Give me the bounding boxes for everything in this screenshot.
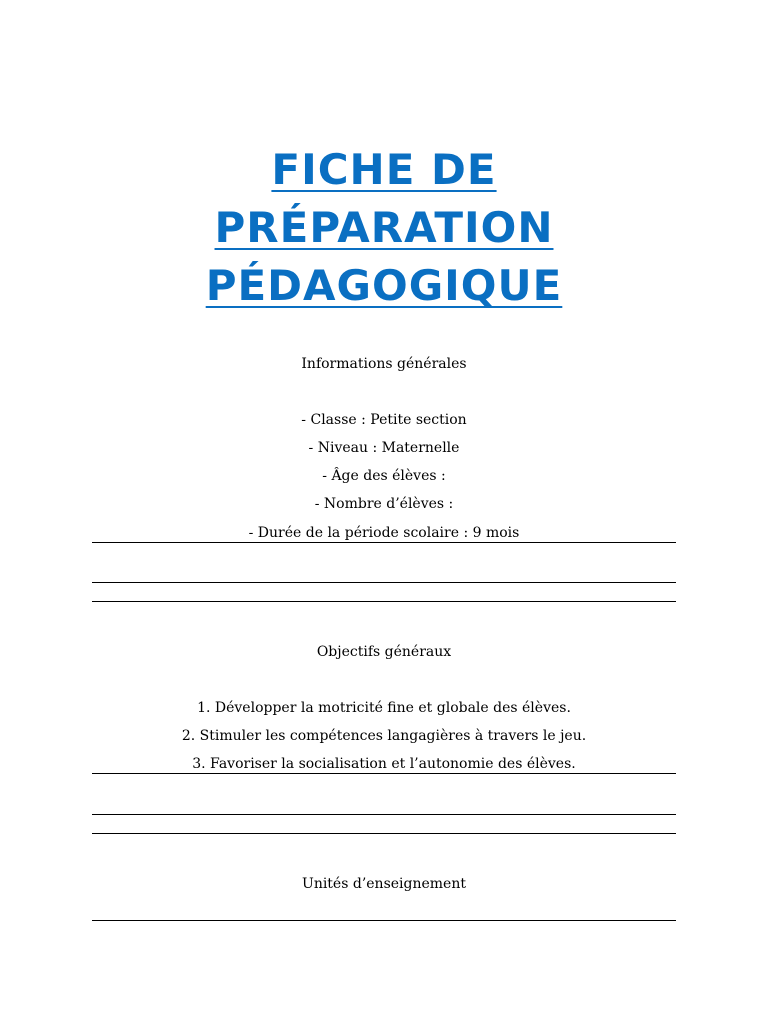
info-item-nombre: - Nombre d’élèves : xyxy=(314,496,454,512)
separator-line xyxy=(92,582,676,583)
separator-line xyxy=(92,814,676,815)
separator-line xyxy=(92,542,676,543)
units-heading: Unités d’enseignement xyxy=(302,876,466,892)
objectives-heading: Objectifs généraux xyxy=(316,644,452,660)
title-line-1: FICHE DE xyxy=(271,145,497,194)
info-item-niveau: - Niveau : Maternelle xyxy=(308,440,460,456)
info-item-age: - Âge des élèves : xyxy=(322,468,446,484)
separator-line xyxy=(92,920,676,921)
document-title xyxy=(0,141,768,315)
separator-line xyxy=(92,601,676,602)
objective-item-2: 2. Stimuler les compétences langagières à travers le jeu. xyxy=(181,728,587,744)
separator-line xyxy=(92,833,676,834)
separator-line xyxy=(92,773,676,774)
title-line-3: PÉDAGOGIQUE xyxy=(205,261,563,310)
objective-item-3: 3. Favoriser la socialisation et l’autonomie des élèves. xyxy=(192,756,576,772)
title-line-2: PRÉPARATION xyxy=(214,203,554,252)
info-item-classe: - Classe : Petite section xyxy=(301,412,467,428)
info-item-duree: - Durée de la période scolaire : 9 mois xyxy=(248,525,520,541)
general-info-heading: Informations générales xyxy=(301,356,467,372)
objective-item-1: 1. Développer la motricité fine et globale des élèves. xyxy=(197,700,571,716)
